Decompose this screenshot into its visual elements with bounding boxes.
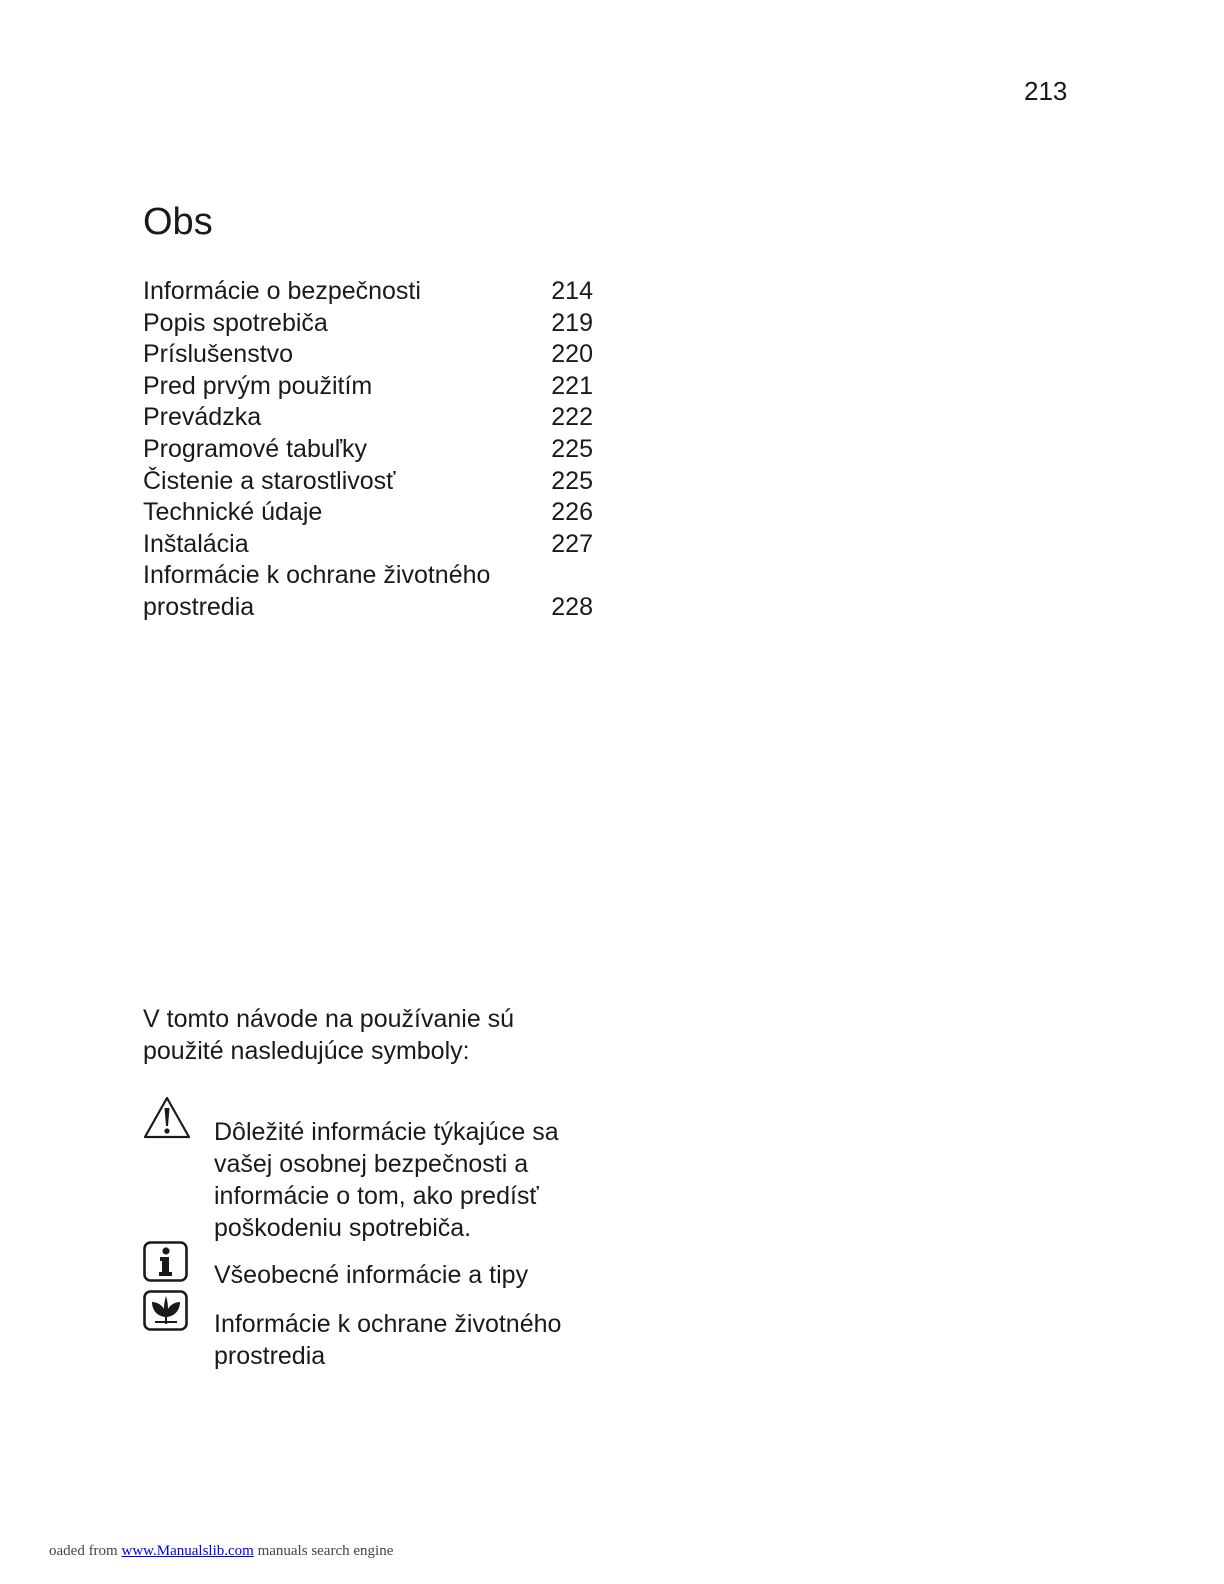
toc-item[interactable]	[143, 560, 593, 623]
toc-item-page: 220	[551, 340, 593, 369]
environment-icon	[143, 1290, 189, 1337]
page-title: Obs	[143, 201, 213, 243]
toc-item-title: Informácie o bezpečnosti	[143, 277, 421, 305]
footer-suffix: manuals search engine	[257, 1543, 394, 1559]
toc-item-page: 227	[551, 529, 593, 558]
table-of-contents	[143, 276, 593, 624]
toc-item-page: 221	[551, 371, 593, 400]
toc-item[interactable]	[143, 308, 593, 340]
toc-item-title: Inštalácia	[143, 529, 249, 558]
toc-item-title: Informácie k ochrane životného prostredia	[143, 561, 491, 621]
toc-item-page: 219	[551, 308, 593, 337]
toc-item-title: Popis spotrebiča	[143, 308, 328, 337]
footer-prefix: oaded from	[49, 1543, 118, 1559]
toc-item[interactable]	[143, 466, 593, 498]
toc-item[interactable]	[143, 529, 593, 561]
toc-item[interactable]	[143, 276, 593, 308]
footer	[49, 1542, 393, 1560]
footer-link[interactable]: www.Manualslib.com	[121, 1543, 254, 1559]
toc-item-page: 225	[551, 434, 593, 463]
info-icon	[143, 1241, 189, 1288]
symbol-warning-text: Dôležité informácie týkajúce sa vašej osobnej bezpečnosti a informácie o tom, ako predísť poškodeniu spotrebiča.	[214, 1118, 559, 1242]
toc-item[interactable]	[143, 497, 593, 529]
toc-item-page: 214	[551, 277, 593, 305]
toc-item[interactable]	[143, 402, 593, 434]
warning-icon	[143, 1096, 191, 1145]
toc-item-title: Pred prvým použitím	[143, 371, 373, 400]
toc-item-title: Programové tabuľky	[143, 434, 368, 463]
toc-item-page: 225	[551, 466, 593, 495]
toc-item[interactable]	[143, 371, 593, 403]
toc-item[interactable]	[143, 339, 593, 371]
symbol-environment-text: Informácie k ochrane životného prostredia	[214, 1310, 562, 1370]
symbol-info-text: Všeobecné informácie a tipy	[214, 1261, 529, 1289]
toc-item-title: Čistenie a starostlivosť	[143, 466, 396, 495]
toc-item-page: 226	[551, 498, 593, 527]
toc-item-page: 228	[551, 592, 593, 621]
toc-item[interactable]	[143, 434, 593, 466]
toc-item-title: Prevádzka	[143, 403, 262, 432]
toc-item-page: 222	[551, 403, 593, 432]
page-number: 213	[1024, 76, 1068, 106]
toc-item-title: Technické údaje	[143, 498, 323, 527]
symbols-intro: V tomto návode na používanie sú použité nasledujúce symboly:	[143, 1005, 515, 1065]
toc-item-title: Príslušenstvo	[143, 340, 294, 369]
